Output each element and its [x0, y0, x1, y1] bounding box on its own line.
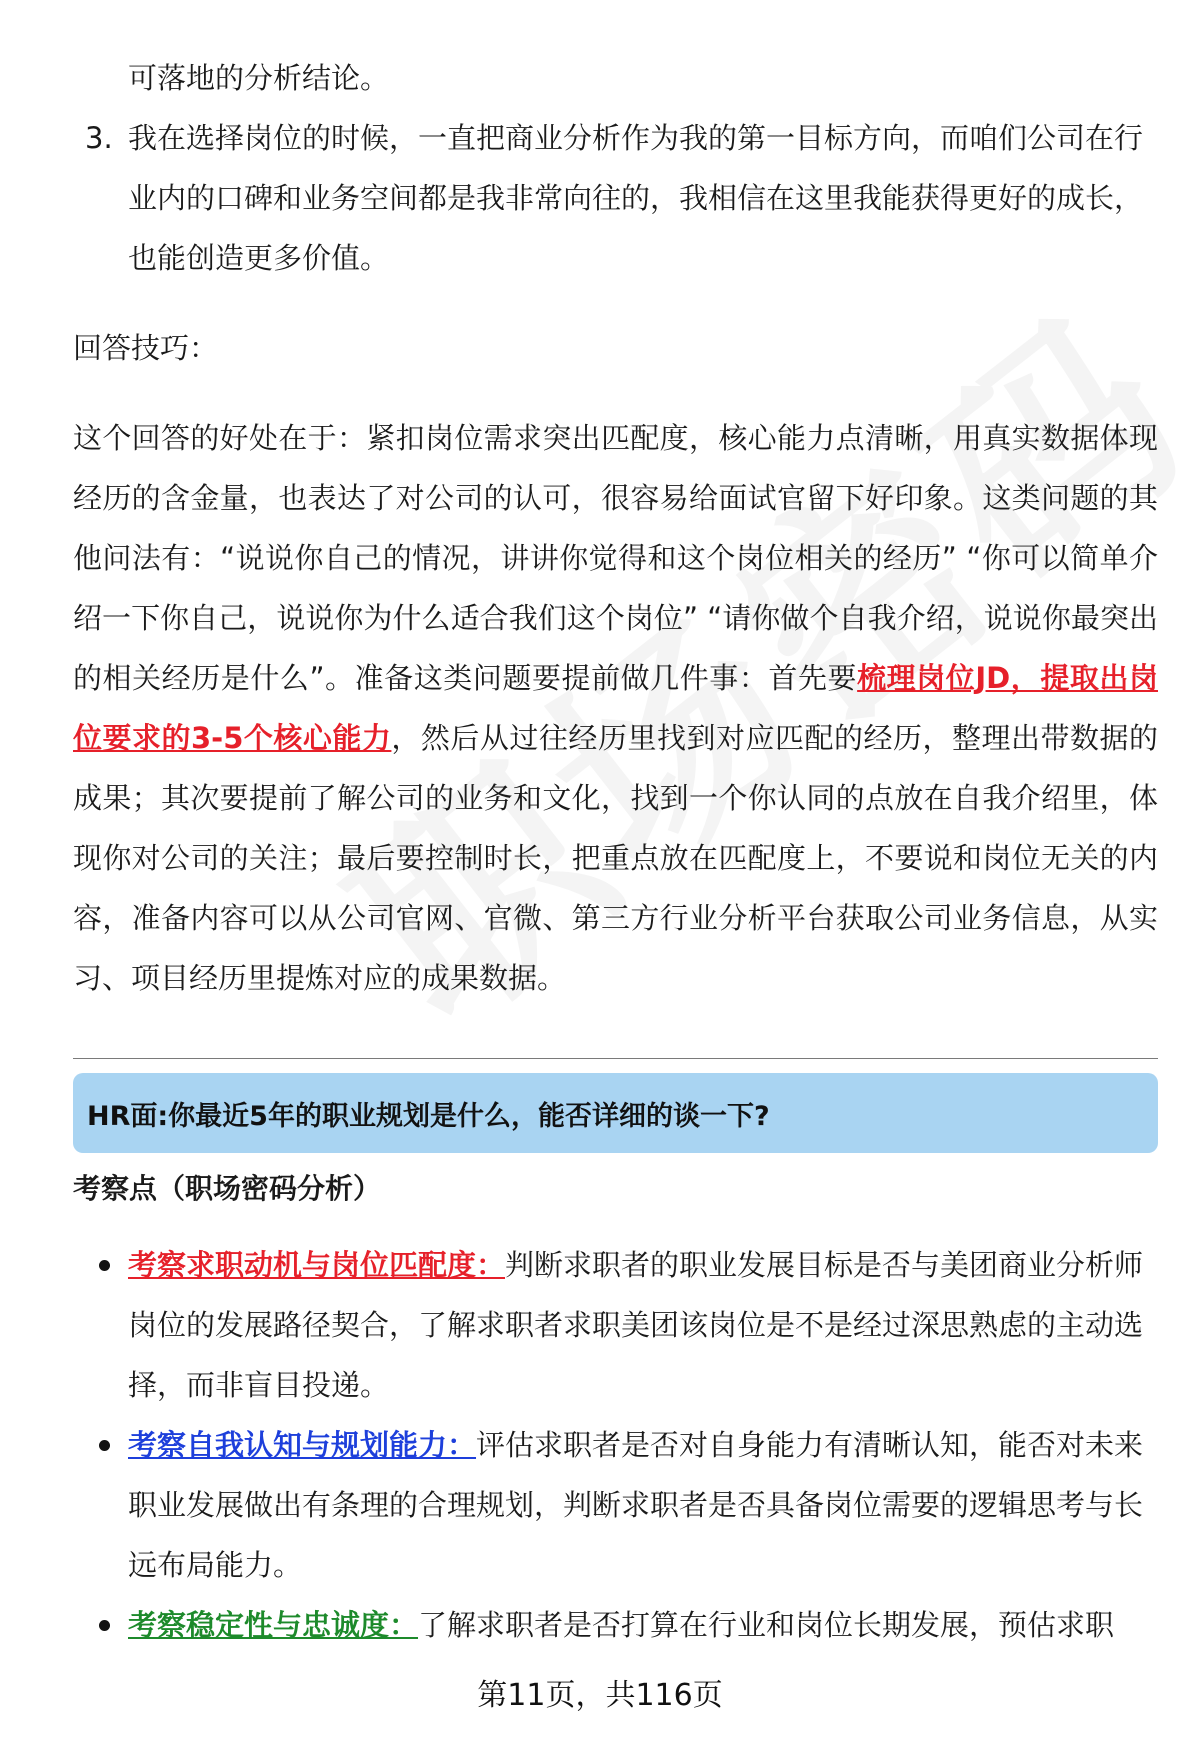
bullet-item [73, 1235, 1158, 1415]
section-title: 考察点（职场密码分析） [73, 1172, 382, 1205]
tips-body-after: ，然后从过往经历里找到对应匹配的经历，整理出带数据的成果；其次要提前了解公司的业务和文化，找到一个你认同的点放在自我介绍里，体现你对公司的关注；最后要控制时长，把重点放在匹配度上，不要说和岗位无关的内容，准备内容可以从公司官网、官微、第三方行业分析平台获取公司业务信息，从实习、项目经历里提炼对应的成果数据。 [73, 721, 1158, 995]
bullet-dot-icon [99, 1260, 110, 1271]
page-content [73, 48, 1158, 1655]
numbered-list-item [73, 108, 1158, 288]
question-text: HR面:你最近5年的职业规划是什么，能否详细的谈一下? [87, 1100, 770, 1132]
tips-body-highlight: 梳理岗位JD，提取出岗位要求的3-5个核心能力 [73, 661, 1158, 755]
question-box [73, 1073, 1158, 1153]
bullet-dot-icon [99, 1620, 110, 1631]
bullet-item [73, 1595, 1158, 1655]
bullet-item [73, 1415, 1158, 1595]
list-number: 3. [85, 121, 113, 155]
bullet-keyword: 考察稳定性与忠诚度： [128, 1608, 419, 1642]
bullet-keyword: 考察自我认知与规划能力： [128, 1428, 477, 1462]
tips-body-before: 这个回答的好处在于：紧扣岗位需求突出匹配度，核心能力点清晰，用真实数据体现经历的含金量，也表达了对公司的认可，很容易给面试官留下好印象。这类问题的其他问法有：“说说你自己的情况，讲讲你觉得和这个岗位相关的经历” “你可以简单介绍一下你自己，说说你为什么适合我们这个岗位” “请你做个自我介绍，说说你最突出的相关经历是什么”。准备这类问题要提前做几件事：首先要 [73, 421, 1158, 695]
bullet-text: 了解求职者是否打算在行业和岗位长期发展，预估求职 [418, 1608, 1115, 1642]
tips-label: 回答技巧： [73, 331, 219, 365]
tips-body [73, 408, 1158, 1008]
bullet-text: 判断求职者的职业发展目标是否与美团商业分析师岗位的发展路径契合，了解求职者求职美团该岗位是不是经过深思熟虑的主动选择，而非盲目投递。 [128, 1248, 1144, 1402]
bullet-text: 评估求职者是否对自身能力有清晰认知，能否对未来职业发展做出有条理的合理规划，判断求职者是否具备岗位需要的逻辑思考与长远布局能力。 [128, 1428, 1144, 1582]
numbered-list [73, 108, 1158, 288]
bullet-list [73, 1235, 1158, 1655]
list-item-text: 我在选择岗位的时候，一直把商业分析作为我的第一目标方向，而咱们公司在行业内的口碑和业务空间都是我非常向往的，我相信在这里我能获得更好的成长，也能创造更多价值。 [128, 121, 1144, 275]
bullet-dot-icon [99, 1440, 110, 1451]
bullet-keyword: 考察求职动机与岗位匹配度： [128, 1248, 506, 1282]
intro-tail-text: 可落地的分析结论。 [128, 61, 390, 95]
page-footer: 第11页，共116页 [477, 1678, 723, 1713]
section-divider [73, 1058, 1158, 1059]
